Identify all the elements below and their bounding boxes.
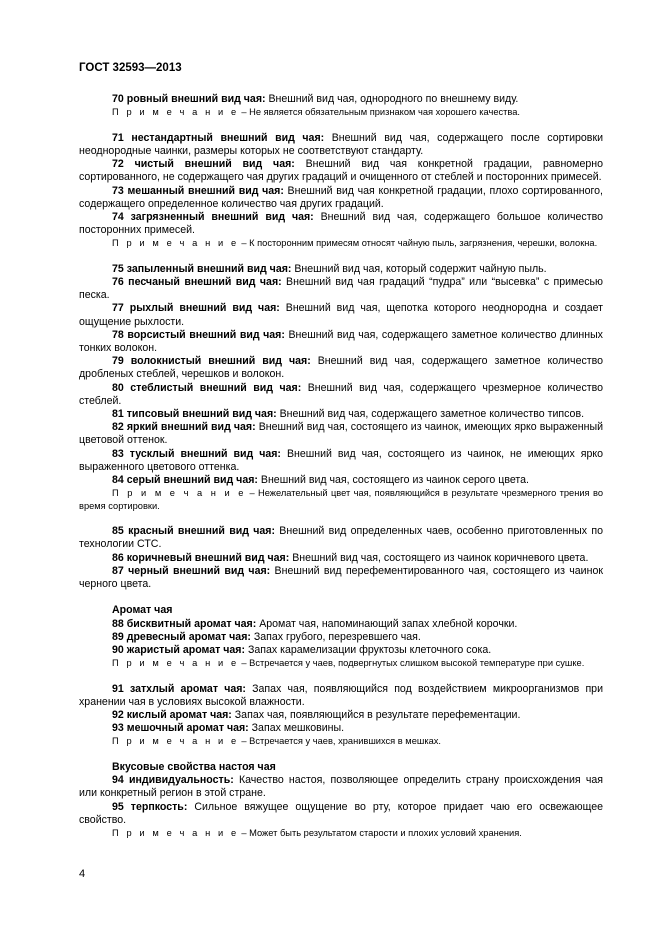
term-entry: 80 стеблистый внешний вид чая: Внешний вид чая, содержащего чрезмерное количество стеблей. <box>79 381 604 407</box>
term-entry: 95 терпкость: Сильное вяжущее ощущение во рту, которое придает чаю его освежающее свойство. <box>79 800 603 826</box>
page-number: 4 <box>79 868 86 880</box>
term-entry: 84 серый внешний вид чая: Внешний вид чая, состоящего из чаинок серого цвета. <box>112 474 529 487</box>
term-entry: 70 ровный внешний вид чая: Внешний вид чая, однородного по внешнему виду. <box>112 93 519 105</box>
note: П р и м е ч а н и е – Нежелательный цвет чая, появляющийся в результате чрезмерного трения во время сортировки. <box>79 488 603 511</box>
term-entry: 72 чистый внешний вид чая: Внешний вид чая конкретной градации, равномерно сортированного, не содержащего чая других градаций и очищенного от стеблей и посторонних примесей. <box>79 158 603 184</box>
term-entry: 89 древесный аромат чая: Запах грубого, перезревшего чая. <box>112 630 421 643</box>
term-entry: 92 кислый аромат чая: Запах чая, появляющийся в результате перефементации. <box>112 709 521 722</box>
document-header: ГОСТ 32593—2013 <box>79 62 182 74</box>
page-content <box>79 93 603 839</box>
term-entry: 83 тусклый внешний вид чая: Внешний вид чая, состоящего из чаинок, не имеющих ярко выраженного цветового оттенка. <box>79 447 604 473</box>
note: П р и м е ч а н и е – Не является обязательным признаком чая хорошего качества. <box>112 107 520 118</box>
term-entry: 93 мешочный аромат чая: Запах мешковины. <box>112 722 345 735</box>
term-entry: 85 красный внешний вид чая: Внешний вид определенных чаев, особенно приготовленных по технологии СТС. <box>79 525 603 551</box>
term-entry: 82 яркий внешний вид чая: Внешний вид чая, состоящего из чаинок, имеющих ярко выраженный цветовой оттенок. <box>79 421 603 447</box>
term-entry: 88 бисквитный аромат чая: Аромат чая, напоминающий запах хлебной корочки. <box>112 617 518 630</box>
term-entry: 91 затхлый аромат чая: Запах чая, появляющийся под воздействием микроорганизмов при хранении чая в условиях высокой влажности. <box>79 682 603 708</box>
term-entry: 87 черный внешний вид чая: Внешний вид перефементированного чая, состоящего из чаинок черного цвета. <box>79 564 603 591</box>
term-entry: 71 нестандартный внешний вид чая: Внешний вид чая, содержащего после сортировки неоднородные чаинки, размеры которых не соответствуют стандарту. <box>79 131 603 157</box>
term-entry: 77 рыхлый внешний вид чая: Внешний вид чая, щепотка которого неоднородна и создает ощущение рыхлости. <box>79 302 603 328</box>
note: П р и м е ч а н и е – Может быть результатом старости и плохих условий хранения. <box>112 827 522 838</box>
term-entry: 78 ворсистый внешний вид чая: Внешний вид чая, содержащего заметное количество длинных тонких волокон. <box>79 328 603 355</box>
note: П р и м е ч а н и е – Встречается у чаев, хранившихся в мешках. <box>112 736 442 747</box>
term-entry: 90 жаристый аромат чая: Запах карамелизации фруктозы клеточного сока. <box>112 643 492 656</box>
note: П р и м е ч а н и е – Встречается у чаев, подвергнутых слишком высокой температуре при сушке. <box>112 658 585 669</box>
term-entry: 79 волокнистый внешний вид чая: Внешний вид чая, содержащего заметное количество дробленых стеблей, черешков и волокон. <box>79 355 604 381</box>
term-entry: 74 загрязненный внешний вид чая: Внешний вид чая, содержащего большое количество посторонних примесей. <box>79 210 603 237</box>
section-heading: Вкусовые свойства настоя чая <box>112 760 276 773</box>
term-entry: 76 песчаный внешний вид чая: Внешний вид чая градаций “пудра” или “высевка” с примесью песка. <box>79 276 603 302</box>
term-entry: 75 запыленный внешний вид чая: Внешний вид чая, который содержит чайную пыль. <box>112 262 547 275</box>
section-heading: Аромат чая <box>112 604 173 617</box>
term-entry: 86 коричневый внешний вид чая: Внешний вид чая, состоящего из чаинок коричневого цвета. <box>112 551 589 564</box>
term-entry: 94 индивидуальность: Качество настоя, позволяющее определить страну происхождения чая или конкретный регион в этой стране. <box>79 774 603 800</box>
term-entry: 73 мешанный внешний вид чая: Внешний вид чая конкретной градации, плохо сортированного, содержащего определенное количество чая других градаций. <box>79 184 604 210</box>
term-entry: 81 типсовый внешний вид чая: Внешний вид чая, содержащего заметное количество типсов. <box>112 408 585 421</box>
note: П р и м е ч а н и е – К посторонним примесям относят чайную пыль, загрязнения, черешки, волокна. <box>112 238 598 249</box>
